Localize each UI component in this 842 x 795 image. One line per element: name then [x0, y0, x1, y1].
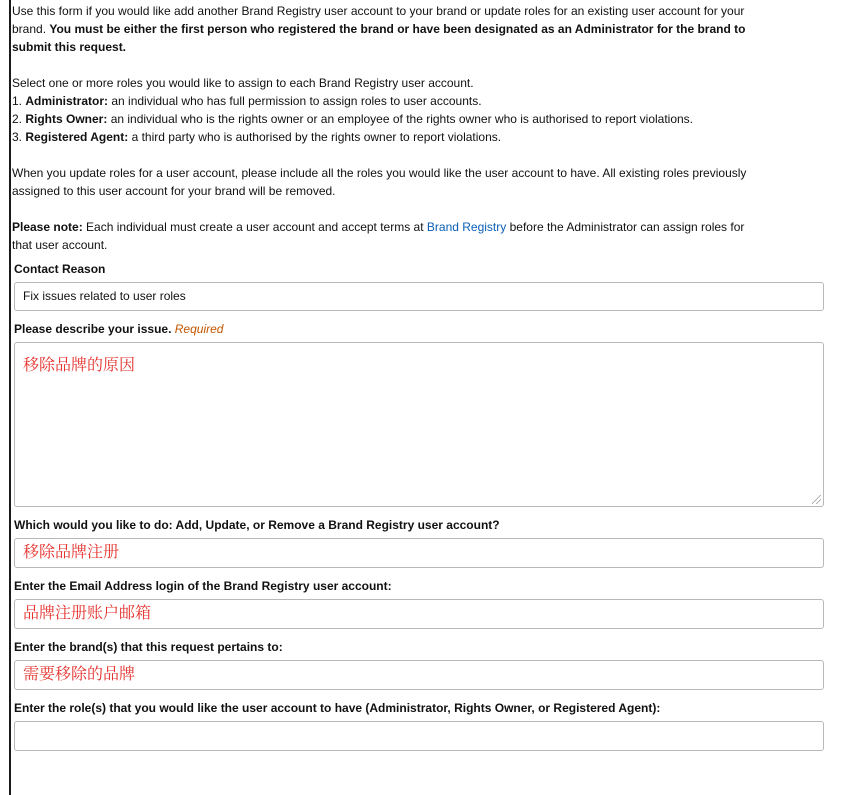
email-field [12, 577, 824, 629]
form-container [12, 2, 824, 751]
role-item-administrator [12, 92, 824, 110]
role-description: a third party who is authorised by the rights owner to report violations. [128, 130, 502, 144]
action-input[interactable] [14, 538, 824, 568]
please-note-text-2: before the Administrator can assign roles for [506, 220, 745, 234]
update-note-line-1: When you update roles for a user account, please include all the roles you would like the user account to have. All existing roles previously [12, 166, 747, 180]
roles-lead: Select one or more roles you would like to assign to each Brand Registry user account. [12, 76, 474, 90]
brands-field [12, 638, 824, 690]
please-note-line-2: that user account. [12, 238, 108, 252]
update-note-paragraph [12, 164, 824, 200]
intro-paragraph [12, 2, 824, 56]
role-item-registered-agent [12, 128, 824, 146]
role-description: an individual who has full permission to assign roles to user accounts. [108, 94, 482, 108]
role-number: 3. [12, 130, 26, 144]
contact-reason-field [12, 260, 824, 311]
role-item-rights-owner [12, 110, 824, 128]
intro-line-3-bold: submit this request. [12, 40, 127, 54]
role-number: 1. [12, 94, 26, 108]
please-note-text-1: Each individual must create a user account and accept terms at [82, 220, 427, 234]
role-number: 2. [12, 112, 26, 126]
email-value: 品牌注册账户邮箱 [23, 605, 152, 622]
action-field [12, 516, 824, 568]
please-note-paragraph [12, 218, 824, 254]
left-border [9, 0, 11, 795]
resize-grip-icon[interactable] [812, 495, 821, 504]
intro-line-2-bold: You must be either the first person who registered the brand or have been designated as an Administrator for the brand to [49, 22, 746, 36]
action-value: 移除品牌注册 [23, 544, 120, 561]
roles-label: Enter the role(s) that you would like the user account to have (Administrator, Rights Owner, or Registered Agent): [14, 701, 661, 715]
roles-input[interactable] [14, 721, 824, 751]
email-label: Enter the Email Address login of the Brand Registry user account: [14, 579, 392, 593]
contact-reason-select[interactable]: Fix issues related to user roles [14, 282, 824, 311]
update-note-line-2: assigned to this user account for your brand will be removed. [12, 184, 336, 198]
role-title: Rights Owner: [25, 112, 108, 126]
role-title: Administrator: [25, 94, 109, 108]
describe-issue-label: Please describe your issue. [14, 322, 172, 336]
brands-input[interactable] [14, 660, 824, 690]
role-title: Registered Agent: [25, 130, 129, 144]
roles-paragraph [12, 74, 824, 146]
intro-line-2-plain: brand. [12, 22, 50, 36]
action-label: Which would you like to do: Add, Update, or Remove a Brand Registry user account? [14, 518, 500, 532]
brand-registry-link[interactable]: Brand Registry [426, 220, 507, 234]
please-note-label: Please note: [12, 220, 83, 234]
roles-field [12, 699, 824, 751]
describe-issue-value: 移除品牌的原因 [23, 357, 136, 374]
contact-reason-label: Contact Reason [14, 262, 106, 276]
intro-line-1: Use this form if you would like add another Brand Registry user account to your brand or update roles for an existing user account for your [12, 4, 745, 18]
describe-issue-field [12, 320, 824, 507]
role-description: an individual who is the rights owner or an employee of the rights owner who is authorised to report violations. [107, 112, 694, 126]
describe-issue-textarea[interactable] [14, 342, 824, 507]
brands-value: 需要移除的品牌 [23, 666, 136, 683]
brands-label: Enter the brand(s) that this request pertains to: [14, 640, 283, 654]
required-indicator: Required [174, 322, 224, 336]
email-input[interactable] [14, 599, 824, 629]
